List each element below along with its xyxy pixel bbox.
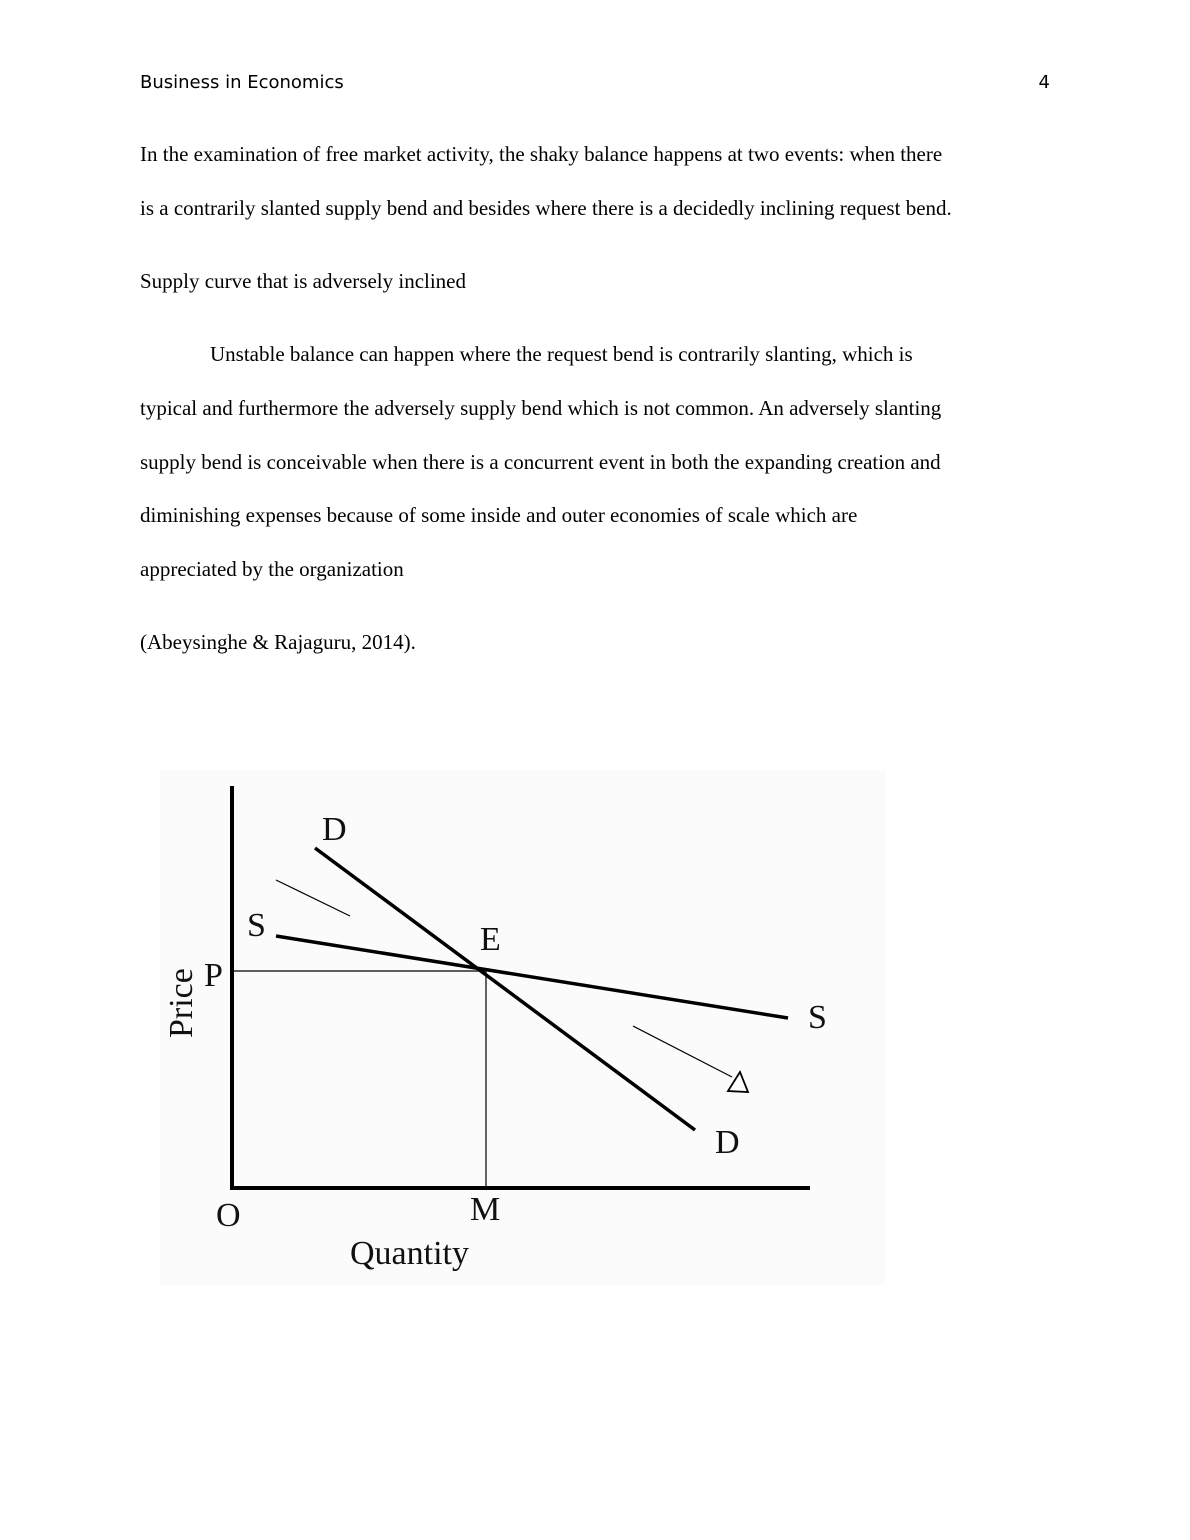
paragraph-line-5: appreciated by the organization [140, 557, 404, 581]
paragraph-line-4: diminishing expenses because of some inside and outer economies of scale which are [140, 503, 858, 527]
figure-background [160, 770, 885, 1285]
header-title: Business in Economics [140, 72, 344, 93]
y-axis-label: Price [163, 968, 200, 1038]
demand-label-bottom: D [715, 1124, 740, 1161]
demand-label-top: D [322, 811, 347, 848]
intro-line-1: In the examination of free market activity, the shaky balance happens at two events: when there [140, 142, 943, 166]
supply-label-left: S [247, 907, 266, 944]
supply-demand-figure [150, 770, 890, 1290]
equilibrium-label: E [480, 921, 501, 958]
quantity-point-label: M [470, 1191, 501, 1228]
page-number: 4 [1038, 72, 1050, 93]
supply-label-right: S [808, 999, 827, 1036]
paragraph-line-2: typical and furthermore the adversely supply bend which is not common. An adversely slanting [140, 396, 942, 420]
supply-demand-diagram [150, 770, 890, 1290]
paragraph-line-3: supply bend is conceivable when there is a concurrent event in both the expanding creation and [140, 450, 941, 474]
paragraph-line-1: Unstable balance can happen where the request bend is contrarily slanting, which is [210, 342, 913, 366]
price-label: P [204, 957, 223, 994]
origin-label: O [216, 1197, 241, 1234]
subheading: Supply curve that is adversely inclined [140, 269, 467, 293]
x-axis-label: Quantity [350, 1235, 469, 1272]
citation: (Abeysinghe & Rajaguru, 2014). [140, 630, 416, 654]
intro-line-2: is a contrarily slanted supply bend and besides where there is a decidedly inclining request bend. [140, 196, 952, 220]
